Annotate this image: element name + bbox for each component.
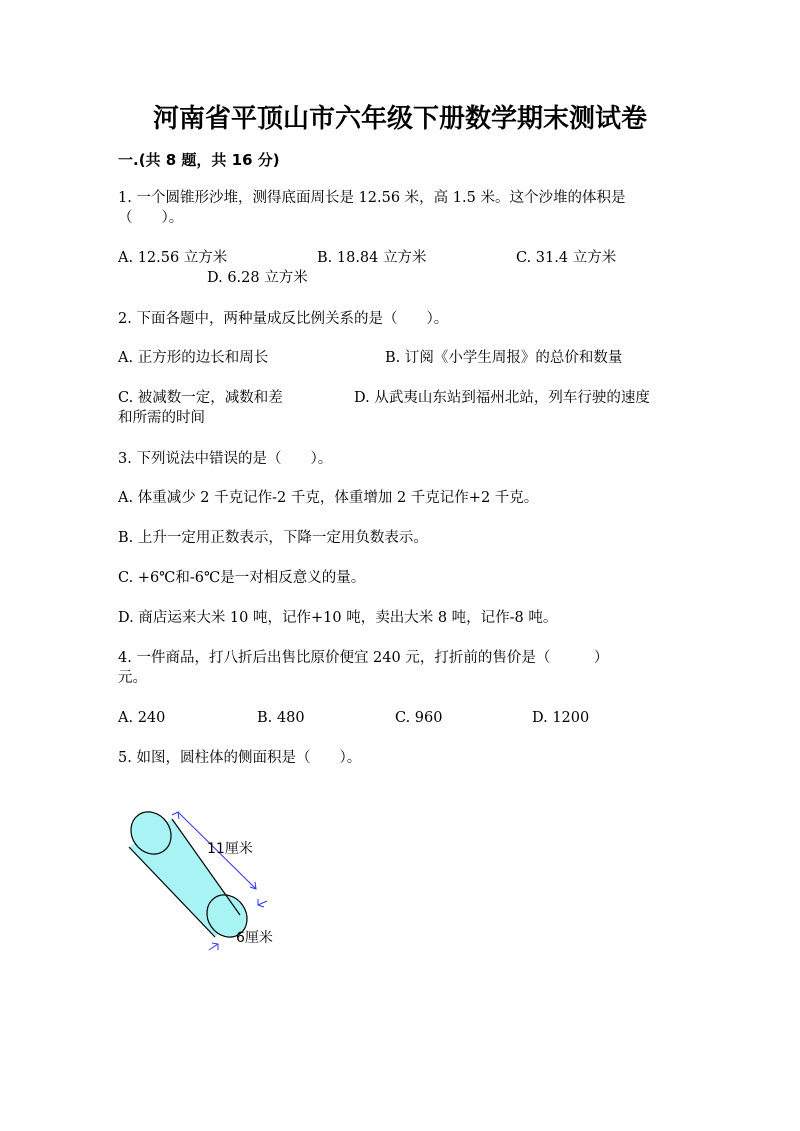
question-5-stem: 5. 如图，圆柱体的侧面积是（ ）。: [118, 750, 362, 766]
question-3-option-c: C. +6℃和-6℃是一对相反意义的量。: [118, 570, 366, 586]
length-label: 11厘米: [207, 841, 253, 857]
question-1-option-b: B. 18.84 立方米: [317, 250, 427, 266]
diameter-label: 6厘米: [236, 930, 273, 946]
section-heading: 一.(共 8 题，共 16 分): [118, 151, 280, 169]
question-1-option-d: D. 6.28 立方米: [207, 270, 308, 286]
question-3-option-a: A. 体重减少 2 千克记作-2 千克，体重增加 2 千克记作+2 千克。: [118, 490, 539, 506]
question-4-option-d: D. 1200: [532, 710, 590, 726]
length-arrow-head: [172, 812, 179, 819]
question-2-option-a: A. 正方形的边长和周长: [118, 350, 269, 366]
question-1-option-a: A. 12.56 立方米: [118, 250, 228, 266]
question-1-option-c: C. 31.4 立方米: [516, 250, 617, 266]
question-4-option-c: C. 960: [395, 710, 443, 726]
question-1-stem-cont: （ ）。: [118, 210, 184, 226]
question-2-option-d-cont: 和所需的时间: [118, 410, 205, 426]
question-3-option-d: D. 商店运来大米 10 吨，记作+10 吨，卖出大米 8 吨，记作-8 吨。: [118, 610, 558, 626]
cylinder-figure: [110, 795, 310, 970]
question-2-stem: 2. 下面各题中，两种量成反比例关系的是（ ）。: [118, 311, 449, 327]
question-2-option-b: B. 订阅《小学生周报》的总价和数量: [385, 350, 623, 366]
question-2-option-d: D. 从武夷山东站到福州北站，列车行驶的速度: [354, 390, 650, 406]
question-4-stem: 4. 一件商品，打八折后出售比原价便宜 240 元，打折前的售价是（ ）: [118, 650, 609, 666]
diameter-arrow: [209, 944, 218, 950]
page-title: 河南省平顶山市六年级下册数学期末测试卷: [152, 104, 647, 134]
question-3-stem: 3. 下列说法中错误的是（ ）。: [118, 451, 333, 467]
question-1-stem: 1. 一个圆锥形沙堆，测得底面周长是 12.56 米，高 1.5 米。这个沙堆的体积是: [118, 190, 626, 206]
question-4-stem-cont: 元。: [118, 670, 147, 686]
question-4-option-a: A. 240: [118, 710, 166, 726]
cylinder-diagram: [110, 795, 310, 970]
question-3-option-b: B. 上升一定用正数表示，下降一定用负数表示。: [118, 530, 428, 546]
diameter-arrow: [258, 901, 267, 905]
question-2-option-c: C. 被减数一定，减数和差: [118, 390, 283, 406]
question-4-option-b: B. 480: [257, 710, 305, 726]
